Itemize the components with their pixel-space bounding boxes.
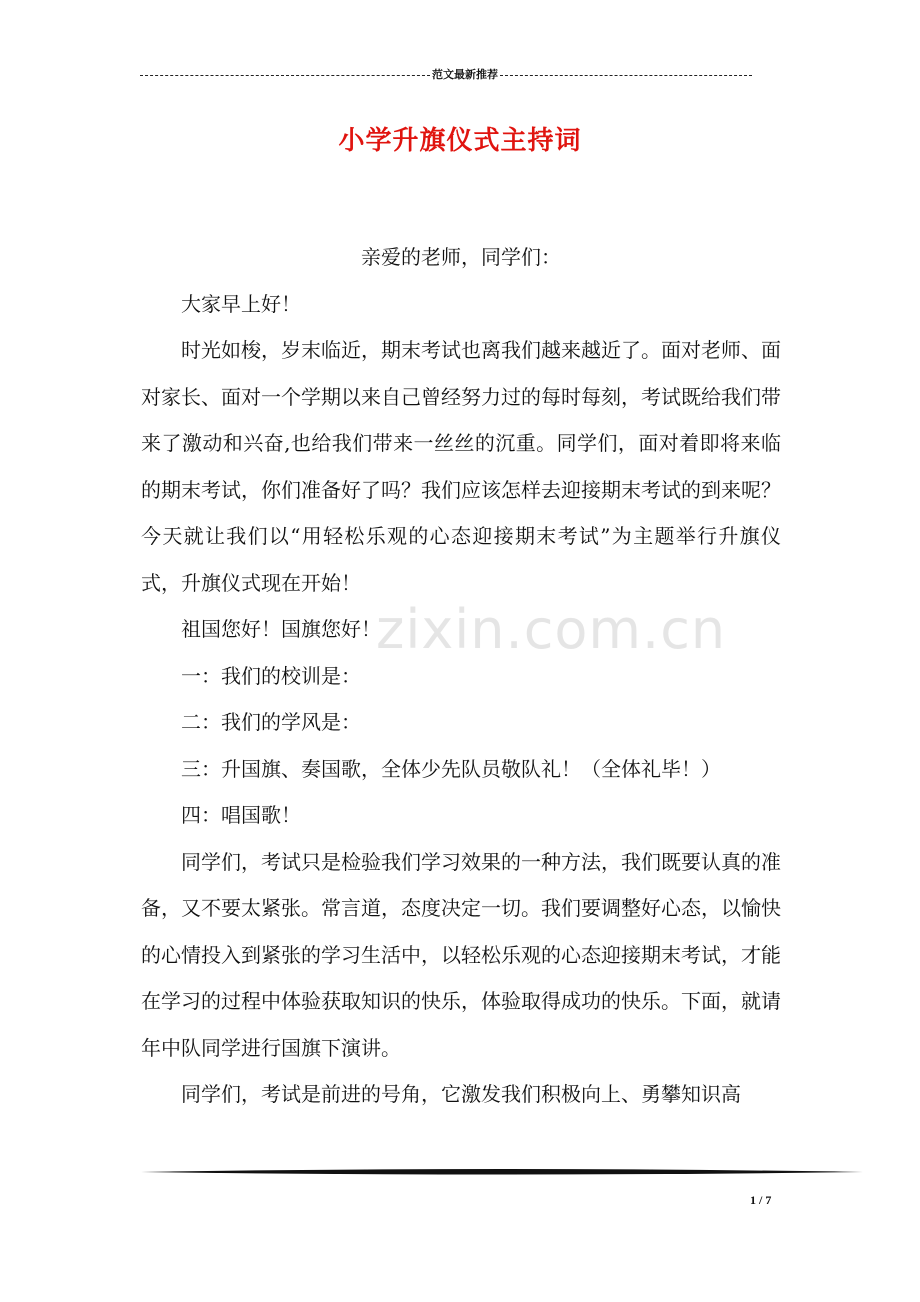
salutation: 亲爱的老师，同学们： [361, 245, 561, 269]
paragraph: 四：唱国歌！ [181, 803, 301, 827]
header-dash-right [500, 75, 752, 76]
watermark: zixin.com.cn [376, 598, 727, 661]
paragraph: 大家早上好！ [181, 291, 301, 316]
header-dash-left [140, 75, 430, 76]
page-header [140, 66, 767, 84]
paragraph: 时光如梭，岁末临近，期末考试也离我们越来越近了。面对老师、面对家长、面对一个学期以来自己曾经努力过的每时每刻，考试既给我们带来了激动和兴奋,也给我们带来一丝丝的沉重。同学们，面对着即将来临的期末考试，你们准备好了吗？我们应该怎样去迎接期末考试的到来呢？今天就让我们以“用轻松乐观的心态迎接期末考试”为主题举行升旗仪式，升旗仪式现在开始！ [141, 338, 781, 595]
page-number: 1 / 7 [750, 1193, 772, 1207]
header-label: 范文最新推荐 [432, 68, 498, 81]
document-title: 小学升旗仪式主持词 [338, 126, 582, 156]
paragraph: 同学们，考试只是检验我们学习效果的一种方法，我们既要认真的准备，又不要太紧张。常言道，态度决定一切。我们要调整好心态，以愉快的心情投入到紧张的学习生活中，以轻松乐观的心态迎接期末考试，才能在学习的过程中体验获取知识的快乐，体验取得成功的快乐。下面，就请年中队同学进行国旗下演讲。 [141, 849, 781, 1060]
document-body [141, 234, 781, 1118]
footer-rule [141, 1168, 863, 1176]
paragraph: 一：我们的校训是： [181, 663, 361, 688]
paragraph: 二：我们的学风是： [181, 710, 361, 734]
paragraph: 三：升国旗、奏国歌，全体少先队员敬队礼！（全体礼毕！） [181, 756, 721, 781]
paragraph: 同学们，考试是前进的号角，它激发我们积极向上、勇攀知识高 [181, 1082, 741, 1106]
paragraph: 祖国您好！国旗您好！ [181, 617, 381, 641]
